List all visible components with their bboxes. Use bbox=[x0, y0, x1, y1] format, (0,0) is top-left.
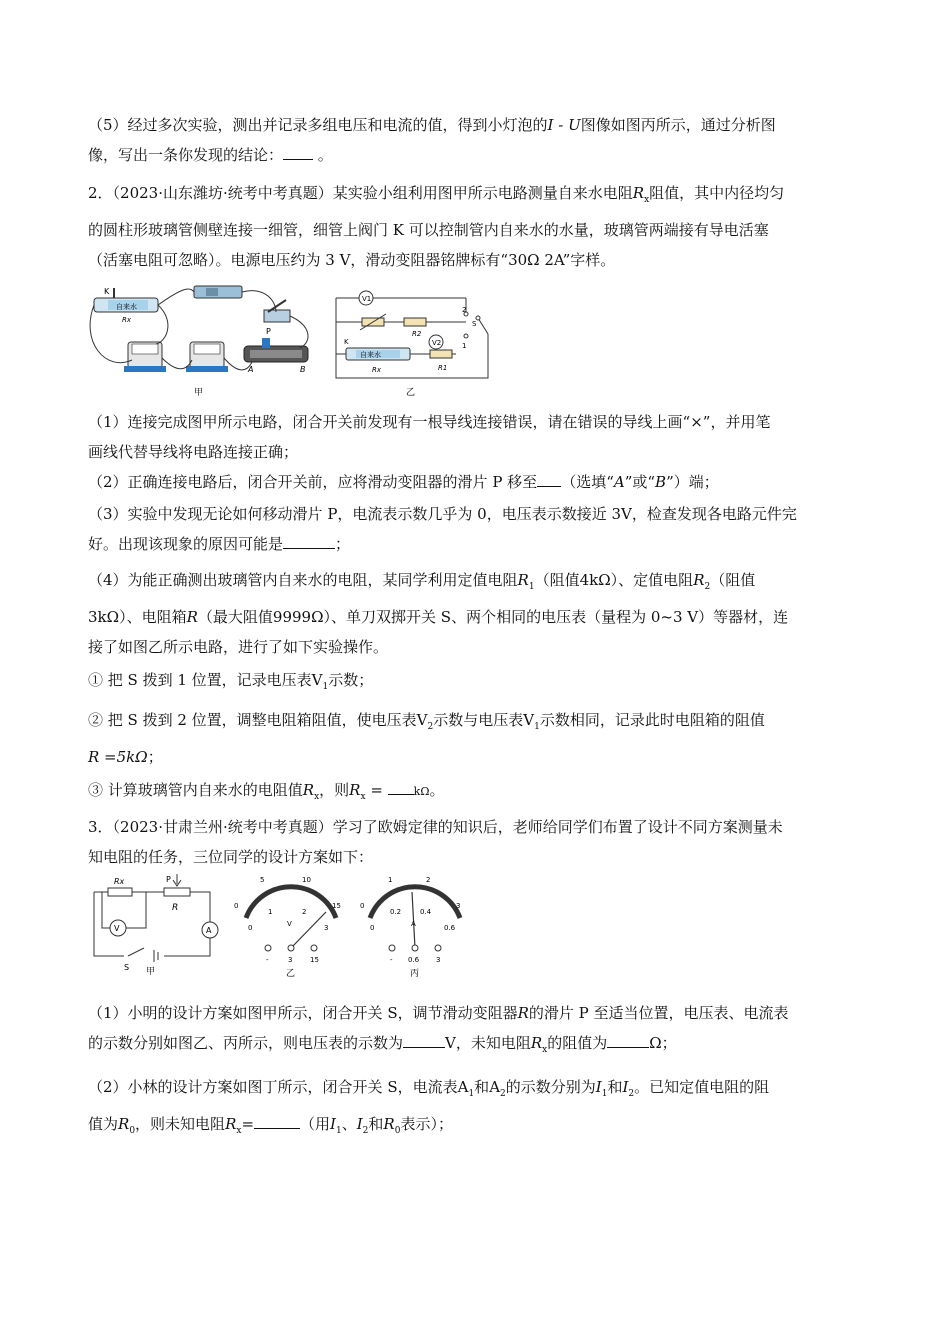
v-tick-b3: 3 bbox=[324, 924, 329, 932]
v-term-minus: - bbox=[266, 956, 269, 964]
question-2-step-1: ① 把 S 拨到 1 位置，记录电压表$V_1$示数； bbox=[88, 671, 374, 692]
question-2-part-1: （1）连接完成图甲所示电路，闭合开关前发现有一根导线连接错误，请在错误的导线上画“×”，并用笔 画线代替导线将电路连接正确； bbox=[88, 413, 771, 461]
a-tick-3: 3 bbox=[456, 902, 461, 910]
label-rx-2: Rx bbox=[372, 366, 382, 374]
question-1-part-5: （5）经过多次实验，测出并记录多组电压和电流的值，得到小灯泡的I - U图像如图丙所示，通过分析图 像，写出一条你发现的结论： 。 bbox=[88, 116, 776, 164]
a-term-3: 3 bbox=[436, 956, 441, 964]
v-tick-b1: 1 bbox=[268, 908, 273, 916]
label-bing-3: 丙 bbox=[410, 969, 420, 979]
figure-bing-ammeter bbox=[356, 872, 474, 980]
label-p-3: P bbox=[166, 875, 171, 884]
v-term-3: 3 bbox=[288, 956, 293, 964]
label-b: B bbox=[300, 365, 306, 374]
label-k-2: K bbox=[344, 338, 349, 346]
question-2-part-4: （4）为能正确测出玻璃管内自来水的电阻，某同学利用定值电阻$R_1$（阻值4kΩ）、定值电阻$R_2$（阻值 3kΩ）、电阻箱R（最大阻值9999Ω）、单刀双掷开关 S、两个相同的电压表（量程为 0~3 V）等器材，连 接了如图乙所示电路，进行了如下实验操作。 bbox=[88, 571, 789, 656]
label-1: 1 bbox=[462, 342, 467, 350]
figure-yi-circuit-diagram bbox=[326, 282, 496, 400]
v-tick-b2: 2 bbox=[302, 908, 307, 916]
v-unit: V bbox=[287, 920, 292, 928]
label-2: 2 bbox=[462, 306, 467, 314]
question-2-step-2: ② 把 S 拨到 2 位置，调整电阻箱阻值，使电压表$V_2$示数与电压表$V_1$示数相同，记录此时电阻箱的阻值 R =5kΩ； bbox=[88, 711, 765, 766]
answer-blank[interactable] bbox=[254, 1112, 300, 1129]
label-s-3: S bbox=[124, 963, 130, 972]
answer-blank[interactable] bbox=[403, 1031, 445, 1048]
v-tick-0: 0 bbox=[234, 902, 239, 910]
label-rx-3: Rx bbox=[114, 877, 125, 886]
a-term-06: 0.6 bbox=[408, 956, 420, 964]
figure-jia-circuit bbox=[84, 872, 224, 976]
question-3-part-1: （1）小明的设计方案如图甲所示，闭合开关 S，调节滑动变阻器R的滑片 P 至适当位置，电压表、电流表 的示数分别如图乙、丙所示，则电压表的示数为 V，未知电阻$R_x$的阻值为 Ω； bbox=[88, 1004, 789, 1055]
label-jia: 甲 bbox=[194, 388, 204, 398]
question-3-stem: 3．（2023·甘肃兰州·统考中考真题）学习了欧姆定律的知识后，老师给同学们布置了设计不同方案测量未 知电阻的任务，三位同学的设计方案如下： bbox=[88, 818, 783, 866]
question-2-part-2: （2）正确连接电路后，闭合开关前，应将滑动变阻器的滑片 P 移至 （选填“A”或“B”）端； bbox=[88, 467, 868, 497]
a-tick-0: 0 bbox=[360, 902, 365, 910]
label-r2: R2 bbox=[412, 330, 422, 338]
v-term-15: 15 bbox=[310, 956, 319, 964]
question-2-step-3: ③ 计算玻璃管内自来水的电阻值$R_x$，则$R_x = k\Omega$。 bbox=[88, 775, 868, 812]
v-tick-10: 10 bbox=[302, 876, 311, 884]
question-2-part-3: （3）实验中发现无论如何移动滑片 P，电流表示数几乎为 0，电压表示数接近 3V，检查发现各电路元件完 好。出现该现象的原因可能是 ； bbox=[88, 505, 797, 553]
answer-blank[interactable] bbox=[283, 532, 335, 549]
answer-blank[interactable] bbox=[607, 1031, 649, 1048]
label-yi-3: 乙 bbox=[286, 969, 296, 979]
label-water: 自来水 bbox=[116, 303, 137, 311]
label-jia-3: 甲 bbox=[146, 967, 156, 976]
label-k: K bbox=[104, 287, 110, 296]
question-3-part-2: （2）小林的设计方案如图丁所示，闭合开关 S，电流表$A_1$和$A_2$的示数分别为$I_1$和$I_2$。已知定值电阻的阻 值为$R_0$，则未知电阻$R_x=$ （用$I_1$、$I_2$和$R_0$表示）； bbox=[88, 1078, 770, 1136]
label-a: A bbox=[248, 365, 254, 374]
label-r1: R1 bbox=[438, 364, 448, 372]
label-v1: V1 bbox=[362, 295, 372, 303]
a-unit: A bbox=[411, 920, 416, 928]
label-p: P bbox=[266, 327, 271, 336]
figure-jia-circuit-photo bbox=[86, 282, 318, 400]
a-tick-b06: 0.6 bbox=[444, 924, 456, 932]
figure-yi-voltmeter bbox=[232, 872, 350, 980]
v-tick-15: 15 bbox=[332, 902, 341, 910]
question-2-stem: 2．（2023·山东潍坊·统考中考真题）某实验小组利用图甲所示电路测量自来水电阻$R_x$阻值，其中内径均匀 的圆柱形玻璃管侧壁连接一细管，细管上阀门 K 可以控制管内自来水的水量，玻璃管两端接有导电活塞 （活塞电阻可忽略）。电源电压约为 3 V，滑动变阻器铭牌标有“30Ω 2A”字样。 bbox=[88, 184, 785, 269]
a-tick-b02: 0.2 bbox=[390, 908, 402, 916]
a-tick-b0: 0 bbox=[370, 924, 375, 932]
label-v2: V2 bbox=[432, 339, 442, 347]
a-term-minus: - bbox=[390, 956, 393, 964]
a-tick-b04: 0.4 bbox=[420, 908, 432, 916]
label-r-3: R bbox=[172, 903, 179, 913]
label-yi: 乙 bbox=[406, 388, 416, 398]
label-water-2: 自来水 bbox=[360, 351, 381, 359]
v-tick-5: 5 bbox=[260, 876, 265, 884]
a-tick-2: 2 bbox=[426, 876, 431, 884]
label-a-3: A bbox=[206, 926, 212, 935]
answer-blank[interactable] bbox=[537, 470, 561, 487]
label-rx: Rx bbox=[122, 316, 132, 324]
answer-blank[interactable] bbox=[283, 143, 313, 160]
label-s: S bbox=[472, 320, 477, 328]
answer-blank[interactable] bbox=[388, 778, 414, 795]
a-tick-1: 1 bbox=[388, 876, 393, 884]
label-v-3: V bbox=[114, 924, 120, 933]
v-tick-b0: 0 bbox=[248, 924, 253, 932]
